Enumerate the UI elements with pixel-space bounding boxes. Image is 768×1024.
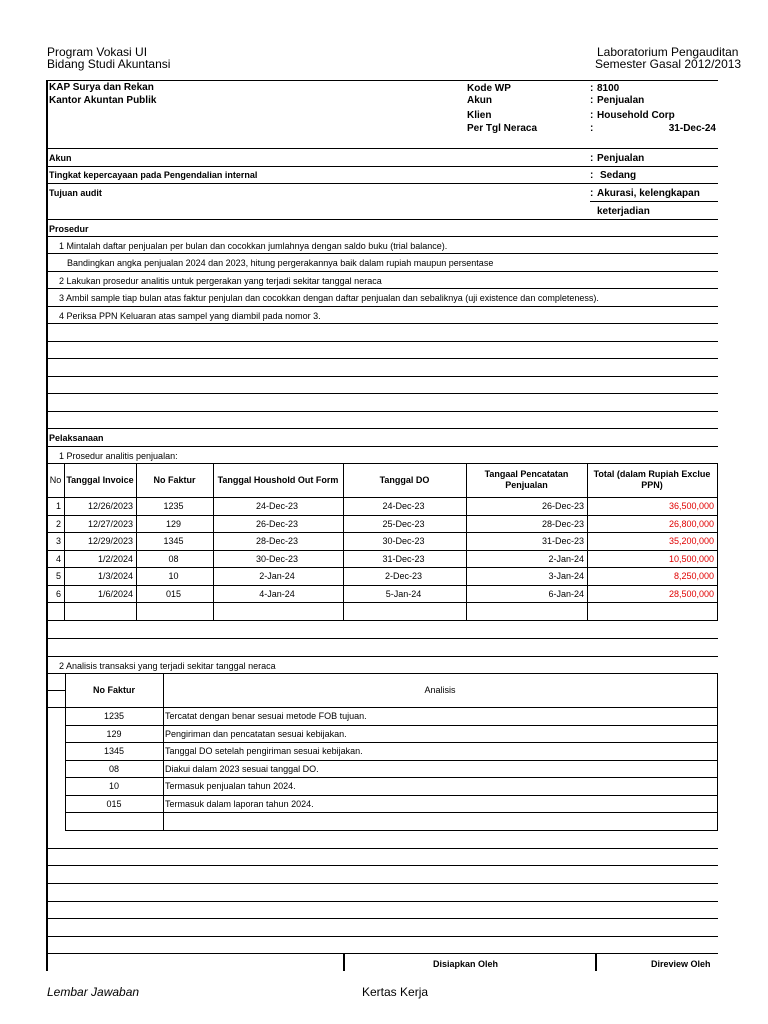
table-cell: Diakui dalam 2023 sesuai tanggal DO. xyxy=(165,763,319,774)
divider xyxy=(47,656,718,657)
table-row-border xyxy=(47,515,718,516)
table-header-cell: Tangaal Pencatatan Penjualan xyxy=(484,469,569,490)
transaksi-subtitle: 2 Analisis transaksi yang terjadi sekitar tanggal neraca xyxy=(59,661,276,671)
table-row-border xyxy=(47,602,718,603)
table-cell: 2-Jan-24 xyxy=(548,553,584,564)
divider xyxy=(47,393,718,394)
table-row-border xyxy=(47,532,718,533)
table-header-cell: Tanggal Houshold Out Form xyxy=(217,474,339,485)
divider xyxy=(47,236,718,237)
prosedur-item: 2 Lakukan prosedur analitis untuk pergerakan yang terjadi sekitar tanggal neraca xyxy=(59,276,382,286)
table-cell: 26-Dec-23 xyxy=(255,518,299,529)
table-cell: 10 xyxy=(168,571,179,581)
tujuan-value-2: keterjadian xyxy=(597,206,650,217)
table-cell: 28-Dec-23 xyxy=(255,536,299,546)
table-header-cell: No Faktur xyxy=(92,685,135,695)
program-title: Program Vokasi UI xyxy=(47,45,148,59)
table-cell: 129 xyxy=(165,518,182,529)
divider xyxy=(47,219,718,220)
colon: : xyxy=(590,110,594,121)
table-row-border xyxy=(47,690,65,691)
divider xyxy=(47,253,718,254)
table-cell: 12/27/2023 xyxy=(87,518,133,529)
divider xyxy=(47,428,718,429)
info-akun-label: Akun xyxy=(49,153,72,163)
colon: : xyxy=(590,153,594,164)
pelaksanaan-title: Pelaksanaan xyxy=(49,433,104,443)
info-akun-value: Penjualan xyxy=(597,153,645,164)
table-cell: 12/29/2023 xyxy=(87,536,133,546)
signature-divider xyxy=(343,953,345,971)
firm-type: Kantor Akuntan Publik xyxy=(49,95,157,106)
akun-value: Penjualan xyxy=(597,95,645,106)
divider xyxy=(47,953,718,954)
department-title: Bidang Studi Akuntansi xyxy=(47,57,171,71)
prosedur-title: Prosedur xyxy=(49,224,89,234)
table-cell: 1345 xyxy=(103,746,125,756)
frame-top-line xyxy=(47,80,718,81)
divider xyxy=(47,323,718,324)
table-cell: 25-Dec-23 xyxy=(382,518,425,529)
table-cell: 3-Jan-24 xyxy=(548,571,584,581)
colon: : xyxy=(590,95,594,106)
table-header-cell: Tanggal DO xyxy=(379,474,430,485)
table-cell: 2-Dec-23 xyxy=(384,571,422,581)
colon: : xyxy=(590,188,594,199)
table-cell: 1235 xyxy=(163,501,184,511)
table-cell: 1/3/2024 xyxy=(97,571,133,581)
divider xyxy=(47,148,718,149)
table-cell: 31-Dec-23 xyxy=(541,536,584,546)
table-cell: 24-Dec-23 xyxy=(382,501,425,511)
klien-value: Household Corp xyxy=(597,110,675,121)
table-cell: 08 xyxy=(168,553,179,564)
table-cell: 24-Dec-23 xyxy=(255,501,299,511)
divider xyxy=(47,358,718,359)
kode-wp-label: Kode WP xyxy=(467,83,511,94)
table-cell: 28,500,000 xyxy=(668,588,714,599)
table-cell: 5-Jan-24 xyxy=(385,588,422,599)
table-header-border xyxy=(47,707,718,708)
table-row-border xyxy=(47,550,718,551)
divider xyxy=(47,918,718,919)
kode-wp-value: 8100 xyxy=(597,83,620,94)
divider xyxy=(47,271,718,272)
divider xyxy=(47,901,718,902)
table-cell: Termasuk dalam laporan tahun 2024. xyxy=(165,798,314,809)
table-cell: 1/2/2024 xyxy=(97,553,133,564)
table-cell: Tanggal DO setelah pengiriman sesuai kebijakan. xyxy=(165,746,363,756)
table-cell: 129 xyxy=(106,728,122,739)
table-cell: 10,500,000 xyxy=(668,553,714,564)
table-cell: 015 xyxy=(106,798,122,809)
analitis-subtitle: 1 Prosedur analitis penjualan: xyxy=(59,451,178,461)
divider xyxy=(47,306,718,307)
lab-title: Laboratorium Pengauditan xyxy=(597,45,739,59)
prosedur-item: 3 Ambil sample tiap bulan atas faktur penjulan dan cocokkan dengan daftar penjualan dan sebaliknya (uji existence dan completeness). xyxy=(59,293,599,303)
table-cell: 1345 xyxy=(163,536,184,546)
table-row-border xyxy=(65,830,718,831)
table-cell: 1/6/2024 xyxy=(97,588,133,599)
table-cell: Tercatat dengan benar sesuai metode FOB tujuan. xyxy=(165,711,367,721)
table-cell: 4-Jan-24 xyxy=(259,588,295,599)
prosedur-item: 1 Mintalah daftar penjualan per bulan dan cocokkan jumlahnya dengan saldo buku (trial balance). xyxy=(59,241,448,251)
divider xyxy=(47,865,718,866)
divider xyxy=(47,183,718,184)
table-cell: 08 xyxy=(108,763,119,774)
table-cell: 6-Jan-24 xyxy=(548,588,584,599)
direview-label: Direview Oleh xyxy=(651,959,711,969)
tujuan-value-1: Akurasi, kelengkapan xyxy=(597,188,700,199)
table-cell: 2 xyxy=(55,518,61,529)
table-row-border xyxy=(47,567,718,568)
table-header-border xyxy=(47,497,718,498)
prosedur-item: 4 Periksa PPN Keluaran atas sampel yang diambil pada nomor 3. xyxy=(59,311,321,321)
firm-name: KAP Surya dan Rekan xyxy=(49,82,154,93)
divider xyxy=(47,848,718,849)
table-column-border xyxy=(717,463,718,620)
table-row-border xyxy=(47,585,718,586)
table-cell: 5 xyxy=(55,571,61,581)
table-cell: 6 xyxy=(55,588,61,599)
divider xyxy=(47,288,718,289)
divider xyxy=(47,446,718,447)
divider xyxy=(47,376,718,377)
table-cell: Termasuk penjualan tahun 2024. xyxy=(165,781,296,791)
tgl-neraca-value: 31-Dec-24 xyxy=(668,123,716,134)
divider xyxy=(47,638,718,639)
table-header-cell: Analisis xyxy=(424,685,456,695)
table-header-cell: Tanggal Invoice xyxy=(66,474,134,485)
klien-label: Klien xyxy=(467,110,492,121)
divider xyxy=(47,883,718,884)
footer-center: Kertas Kerja xyxy=(362,985,429,999)
signature-divider xyxy=(595,953,597,971)
tingkat-value: Sedang xyxy=(600,170,637,181)
colon: : xyxy=(590,123,594,134)
disiapkan-label: Disiapkan Oleh xyxy=(433,959,499,969)
table-header-cell: No xyxy=(49,474,62,485)
table-column-border xyxy=(717,673,718,830)
table-cell: 12/26/2023 xyxy=(87,501,133,511)
table-cell: 8,250,000 xyxy=(673,571,714,581)
prosedur-item: Bandingkan angka penjualan 2024 dan 2023, hitung pergerakannya baik dalam rupiah maupun persentase xyxy=(67,258,494,268)
table-cell: 31-Dec-23 xyxy=(382,553,425,564)
table-cell: 26-Dec-23 xyxy=(541,501,584,511)
table-cell: 4 xyxy=(55,553,61,564)
table-cell: 28-Dec-23 xyxy=(541,518,584,529)
table-cell: 36,500,000 xyxy=(668,501,714,511)
tgl-neraca-label: Per Tgl Neraca xyxy=(467,123,538,134)
table-cell: 30-Dec-23 xyxy=(255,553,299,564)
divider xyxy=(47,936,718,937)
akun-label: Akun xyxy=(467,95,492,106)
table-cell: 35,200,000 xyxy=(668,536,714,546)
table-cell: 3 xyxy=(55,536,61,546)
table-cell: 10 xyxy=(108,781,119,791)
colon: : xyxy=(590,83,594,94)
divider xyxy=(47,166,718,167)
table-header-cell: No Faktur xyxy=(153,474,196,485)
divider xyxy=(590,201,718,202)
table-cell: 2-Jan-24 xyxy=(259,571,295,581)
table-cell: 1235 xyxy=(103,711,125,721)
divider xyxy=(47,341,718,342)
table-cell: 1 xyxy=(55,501,61,511)
table-cell: 30-Dec-23 xyxy=(382,536,425,546)
table-cell: Pengiriman dan pencatatan sesuai kebijakan. xyxy=(165,728,347,739)
colon: : xyxy=(590,170,594,181)
tujuan-label: Tujuan audit xyxy=(49,188,102,198)
table-row-border xyxy=(47,620,718,621)
semester-title: Semester Gasal 2012/2013 xyxy=(595,57,742,71)
footer-left: Lembar Jawaban xyxy=(47,985,140,999)
table-header-cell: Total (dalam Rupiah Exclue PPN) xyxy=(593,469,711,490)
table-cell: 015 xyxy=(165,588,182,599)
divider xyxy=(47,411,718,412)
table-cell: 26,800,000 xyxy=(668,518,714,529)
tingkat-label: Tingkat kepercayaan pada Pengendalian internal xyxy=(49,170,258,180)
